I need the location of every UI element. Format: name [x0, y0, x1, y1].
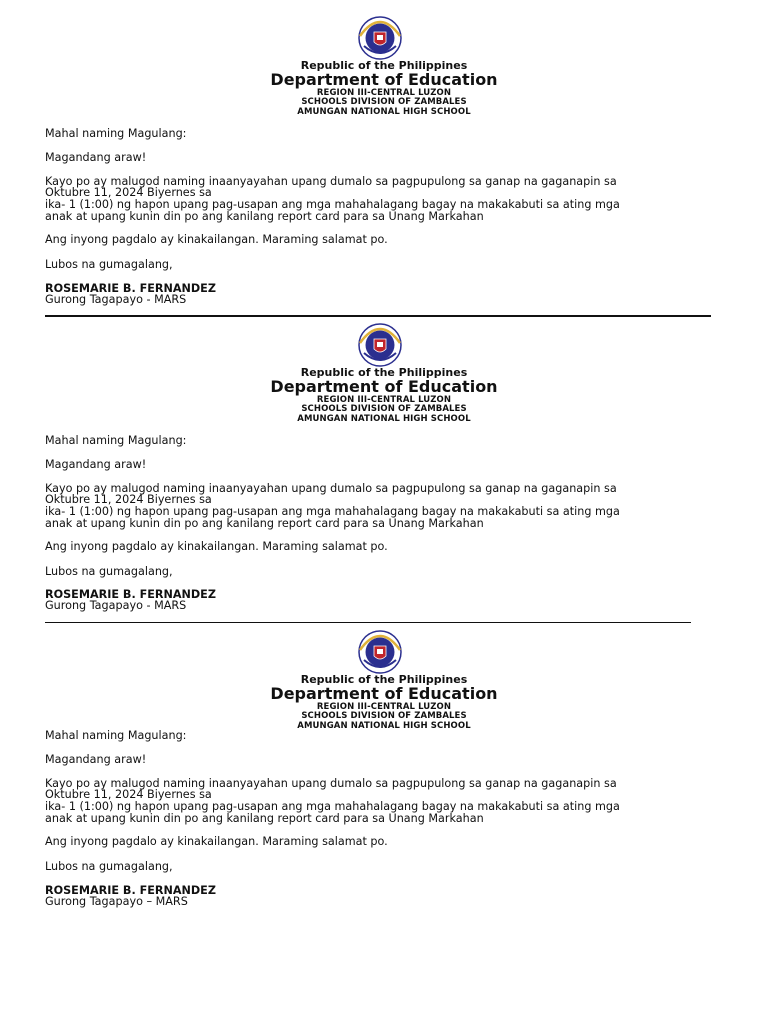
department-title: Department of Education	[270, 377, 498, 396]
republic-line: Republic of the Philippines	[300, 673, 468, 686]
department-title: Department of Education	[270, 684, 498, 703]
signatory-name: ROSEMARIE B. FERNANDEZ	[45, 588, 216, 601]
paragraph-1-line-1: Kayo po ay malugod naming inaanyayahan upang dumalo sa pagpupulong sa ganap na gaganapin sa	[45, 175, 617, 188]
department-title: Department of Education	[270, 70, 498, 89]
signatory-title: Gurong Tagapayo - MARS	[45, 599, 187, 612]
deped-seal-logo	[352, 323, 408, 367]
region-line: REGION III-CENTRAL LUZON	[316, 702, 452, 712]
paragraph-1-line-4: anak at upang kunin din po ang kanilang report card para sa Unang Markahan	[45, 517, 484, 530]
signatory-name: ROSEMARIE B. FERNANDEZ	[45, 282, 216, 295]
greeting: Magandang araw!	[45, 458, 147, 471]
paragraph-1-line-4-prefix: anak	[45, 812, 73, 825]
greeting: Magandang araw!	[45, 151, 147, 164]
paragraph-1-line-4: anak at upang kunin din po ang kanilang report card para sa Unang Markahan	[45, 210, 484, 223]
closing: Lubos na gumagalang,	[45, 860, 173, 873]
salutation: Mahal naming Magulang:	[45, 127, 187, 140]
school-line: AMUNGAN NATIONAL HIGH SCHOOL	[297, 721, 471, 731]
signatory-title: Gurong Tagapayo – MARS	[45, 895, 188, 908]
paragraph-1-line-2: Oktubre 11, 2024 Biyernes sa	[45, 788, 212, 801]
signatory-title: Gurong Tagapayo - MARS	[45, 293, 187, 306]
division-line: SCHOOLS DIVISION OF ZAMBALES	[301, 711, 467, 721]
paragraph-1-line-1: Kayo po ay malugod naming inaanyayahan upang dumalo sa pagpupulong sa ganap na gaganapin sa	[45, 777, 617, 790]
republic-line: Republic of the Philippines	[300, 59, 468, 72]
paragraph-2: Ang inyong pagdalo ay kinakailangan. Maraming salamat po.	[45, 233, 388, 246]
paragraph-1-line-4-rest: at upang kunin din po ang kanilang report card para sa Unang Markahan	[75, 812, 484, 825]
paragraph-1-line-1: Kayo po ay malugod naming inaanyayahan upang dumalo sa pagpupulong sa ganap na gaganapin sa	[45, 482, 617, 495]
division-line: SCHOOLS DIVISION OF ZAMBALES	[301, 404, 467, 414]
deped-seal-logo	[352, 630, 408, 674]
paragraph-1-line-2: Oktubre 11, 2024 Biyernes sa	[45, 493, 212, 506]
paragraph-2: Ang inyong pagdalo ay kinakailangan. Maraming salamat po.	[45, 835, 388, 848]
closing: Lubos na gumagalang,	[45, 565, 173, 578]
salutation: Mahal naming Magulang:	[45, 434, 187, 447]
closing: Lubos na gumagalang,	[45, 258, 173, 271]
region-line: REGION III-CENTRAL LUZON	[316, 88, 452, 98]
cut-line-2	[45, 622, 691, 623]
paragraph-1-line-3: ika- 1 (1:00) ng hapon upang pag-usapan ang mga mahahalagang bagay na makakabuti sa ating mga	[45, 505, 620, 518]
division-line: SCHOOLS DIVISION OF ZAMBALES	[301, 97, 467, 107]
region-line: REGION III-CENTRAL LUZON	[316, 395, 452, 405]
republic-line: Republic of the Philippines	[300, 366, 468, 379]
paragraph-1-line-2: Oktubre 11, 2024 Biyernes sa	[45, 186, 212, 199]
deped-seal-logo	[352, 16, 408, 60]
school-line: AMUNGAN NATIONAL HIGH SCHOOL	[297, 414, 471, 424]
greeting: Magandang araw!	[45, 753, 147, 766]
paragraph-1-line-4	[45, 812, 484, 825]
salutation: Mahal naming Magulang:	[45, 729, 187, 742]
paragraph-1-line-3: ika- 1 (1:00) ng hapon upang pag-usapan ang mga mahahalagang bagay na makakabuti sa ating mga	[45, 198, 620, 211]
signatory-name: ROSEMARIE B. FERNANDEZ	[45, 884, 216, 897]
paragraph-1-line-3: ika- 1 (1:00) ng hapon upang pag-usapan ang mga mahahalagang bagay na makakabuti sa ating mga	[45, 800, 620, 813]
school-line: AMUNGAN NATIONAL HIGH SCHOOL	[297, 107, 471, 117]
paragraph-2: Ang inyong pagdalo ay kinakailangan. Maraming salamat po.	[45, 540, 388, 553]
cut-line-1	[45, 315, 711, 317]
